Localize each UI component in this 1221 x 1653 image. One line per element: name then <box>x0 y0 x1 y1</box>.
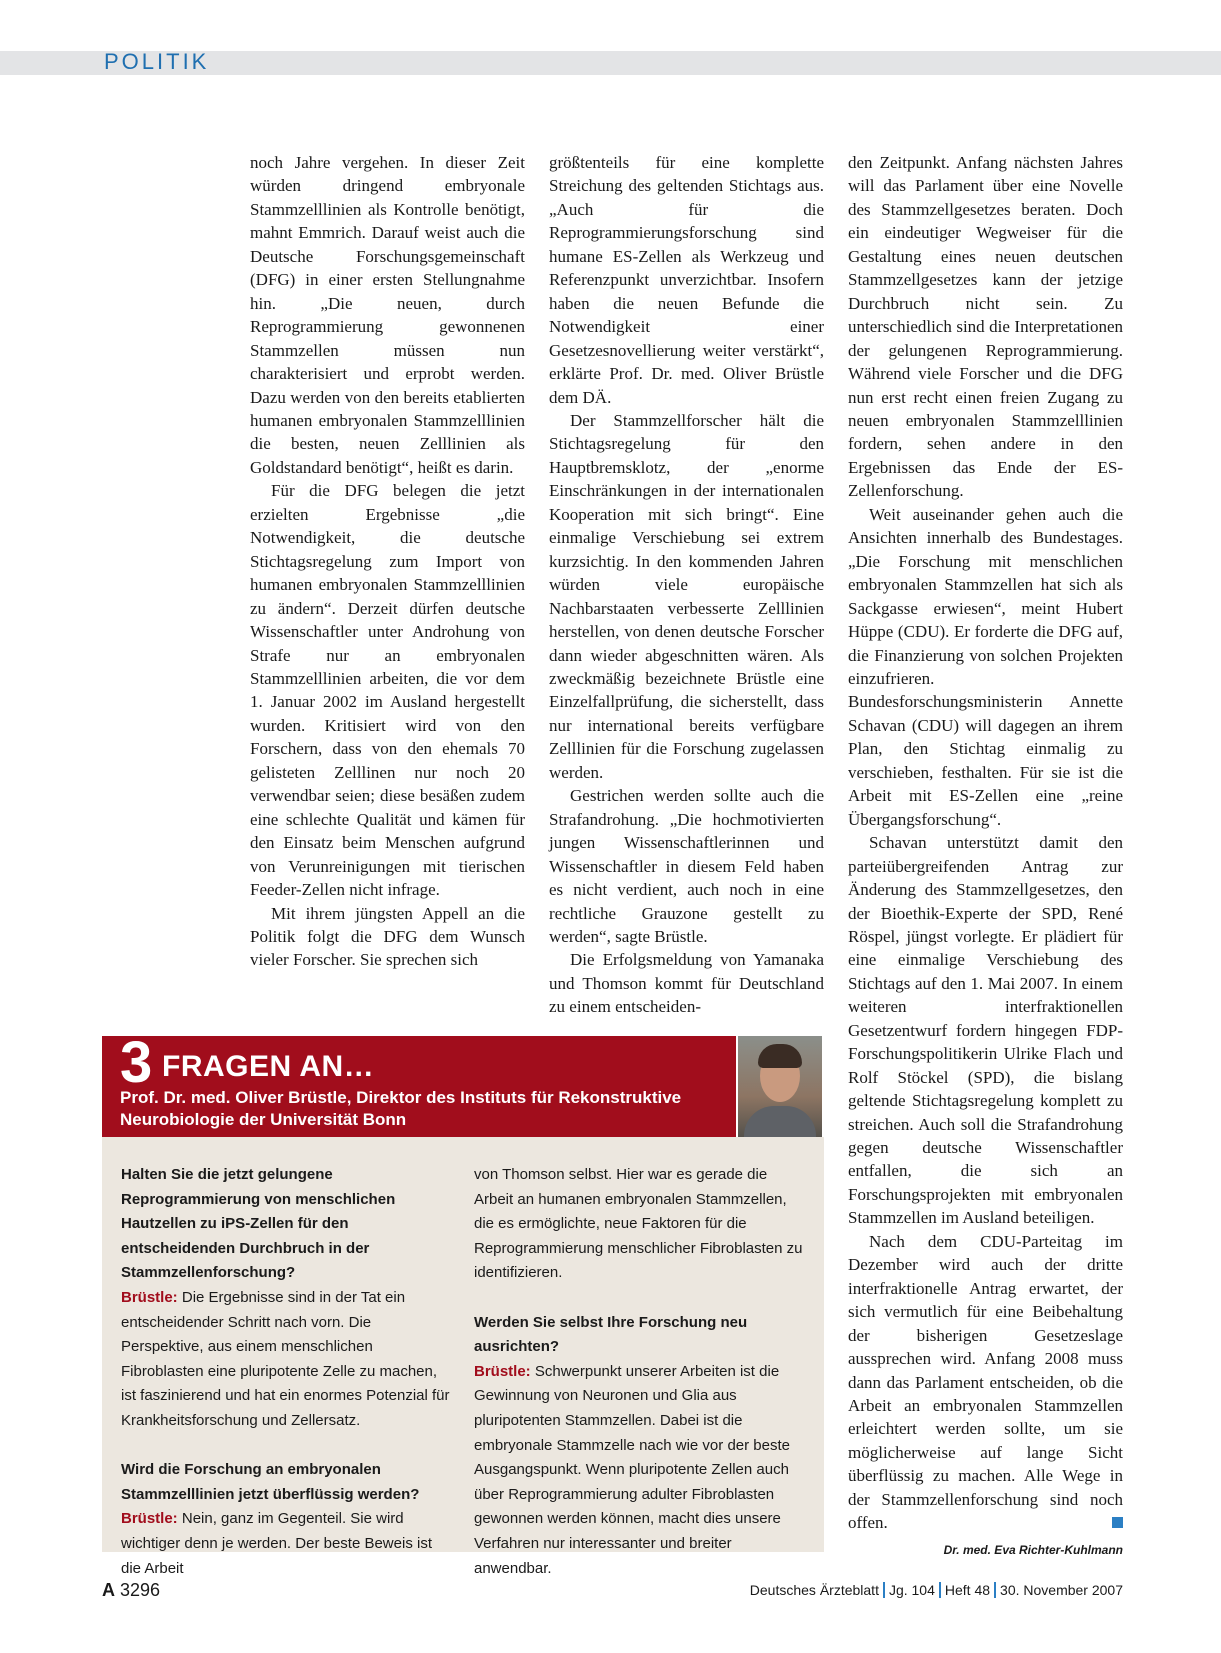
folio-letter: A <box>102 1580 115 1600</box>
interview-column-1 <box>121 1163 454 1581</box>
answer-text: Schwerpunkt unserer Arbeiten ist die Gewinnung von Neuronen und Glia aus pluripotenten Stammzellen. Dabei ist die embryonale Stammzelle nach wie vor der beste Ausgangspunkt. Wenn pluripotente Zellen auch über Reprogrammierung adulter Fibroblasten gewonnen werden können, macht dies unsere Verfahren nur interessanter und breiter anwendbar. <box>474 1362 790 1577</box>
speaker-label: Brüstle: <box>121 1510 178 1528</box>
journal-footer <box>750 1582 1123 1598</box>
portrait-photo <box>738 1036 822 1137</box>
interview-number: 3 <box>120 1030 153 1095</box>
paragraph: Die Erfolgsmeldung von Yamanaka und Thomson kommt für Deutschland zu einem entscheiden- <box>549 950 824 1017</box>
footer-separator <box>883 1582 885 1598</box>
interview-answer <box>121 1286 454 1434</box>
paragraph-last <box>848 1230 1123 1535</box>
folio-number: 3296 <box>120 1580 161 1600</box>
speaker-label: Brüstle: <box>474 1362 531 1380</box>
paragraph: Weit auseinander gehen auch die Ansichten innerhalb des Bundestages. „Die Forschung mit menschlichen embryonalen Stammzellen hat sich als Sackgasse erwiesen“, meint Hubert Hüppe (CDU). Er forderte die DFG auf, die Finanzierung von solchen Projekten einzufrieren. Bundesforschungsministerin Annette Schavan (CDU) will dagegen an ihrem Plan, den Stichtag einmalig zu verschieben, festhalten. Für sie ist die Arbeit mit ES-Zellen eine „reine Übergangsforschung“. <box>848 504 1123 829</box>
interview-question: Wird die Forschung an embryonalen Stammzelllinien jetzt überflüssig werden? <box>121 1461 420 1503</box>
interview-title: FRAGEN AN… <box>162 1050 375 1083</box>
portrait-hair <box>758 1044 802 1068</box>
speaker-label: Brüstle: <box>121 1288 178 1306</box>
interview-answer <box>474 1360 807 1581</box>
paragraph: Gestrichen werden sollte auch die Strafandrohung. „Die hochmotivierten jungen Wissenschaftlerinnen und Wissenschaftler in diesem Feld haben es nicht verdient, auch noch in eine rechtliche Grauzone gestellt zu werden“, sagte Brüstle. <box>549 786 824 946</box>
paragraph: Für die DFG belegen die jetzt erzielten Ergebnisse „die Notwendigkeit, die deutsche Stichtagsregelung zum Import von humanen embryonalen Stammzelllinien zu ändern“. Derzeit dürfen deutsche Wissenschaftler unter Androhung von Strafe nur an embryonalen Stammzelllinien arbeiten, die vor dem 1. Januar 2002 im Ausland hergestellt wurden. Kritisiert wird von den Forschern, dass von den ehemals 70 gelisteten Zelllinen nur noch 20 verwendbar seien; diese besäßen zudem eine schlechte Qualität und kämen für den Einsatz beim Menschen aufgrund von Verunreinigungen mit tierischen Feeder-Zellen nicht infrage. <box>250 481 525 900</box>
interview-column-2 <box>474 1163 807 1581</box>
paragraph: Mit ihrem jüngsten Appell an die Politik folgt die DFG dem Wunsch vieler Forscher. Sie sprechen sich <box>250 903 525 970</box>
journal-issue: Heft 48 <box>944 1582 991 1598</box>
interview-answer <box>121 1507 454 1581</box>
paragraph-text: Nach dem CDU-Parteitag im Dezember wird auch der dritte interfraktionelle Antrag erwartet, der sich vermutlich für eine Beibehaltung der bisherigen Gesetzeslage aussprechen wird. Anfang 2008 muss dann das Parlament entscheiden, ob die Arbeit an embryonalen Stammzellen erleichtert werden sollte, um sie möglicherweise auf lange Sicht überflüssig zu machen. Alle Wege in der Stammzellenforschung sind noch offen. <box>848 1231 1123 1533</box>
section-rubric: POLITIK <box>104 49 210 74</box>
interview-subtitle: Prof. Dr. med. Oliver Brüstle, Direktor des Instituts für Rekonstruktive Neurobiologie der Universität Bonn <box>120 1088 682 1129</box>
paragraph: den Zeitpunkt. Anfang nächsten Jahres will das Parlament über eine Novelle des Stammzellgesetzes beraten. Doch ein eindeutiger Wegweiser für die Gestaltung eines neuen deutschen Stammzellgesetzes kann der jetzige Durchbruch nicht sein. Zu unterschiedlich sind die Interpretationen der gelungenen Reprogrammierung. Während viele Forscher und die DFG nun erst recht einen freien Zugang zu neuen embryonalen Stammzelllinien fordern, sehen andere in den Ergebnissen das Ende der ES-Zellenforschung. <box>848 153 1123 501</box>
portrait-shirt <box>744 1106 816 1137</box>
footer-separator <box>939 1582 941 1598</box>
article-column-3 <box>848 151 1123 1562</box>
interview-question: Halten Sie die jetzt gelungene Reprogrammierung von menschlichen Hautzellen zu iPS-Zellen für den entscheidenden Durchbruch in der Stammzellenforschung? <box>121 1166 396 1282</box>
article-column-2 <box>549 151 824 1019</box>
end-mark-icon <box>1112 1517 1123 1528</box>
journal-volume: Jg. 104 <box>888 1582 935 1598</box>
footer-separator <box>994 1582 996 1598</box>
page-number <box>102 1580 160 1601</box>
answer-text: Die Ergebnisse sind in der Tat ein entscheidender Schritt nach vorn. Die Perspektive, aus einem menschlichen Fibroblasten eine pluripotente Zelle zu machen, ist faszinierend und hat ein enormes Potenzial für Krankheitsforschung und Zellersatz. <box>121 1288 450 1429</box>
interview-answer-continued: von Thomson selbst. Hier war es gerade die Arbeit an humanen embryonalen Stammzellen, die es ermöglichte, neue Faktoren für die Reprogrammierung menschlicher Fibroblasten zu identifizieren. <box>474 1166 803 1282</box>
interview-question: Werden Sie selbst Ihre Forschung neu ausrichten? <box>474 1313 748 1356</box>
author-byline: Dr. med. Eva Richter-Kuhlmann <box>943 1542 1123 1557</box>
article-column-1 <box>250 151 525 972</box>
journal-date: 30. November 2007 <box>1000 1582 1123 1598</box>
paragraph: noch Jahre vergehen. In dieser Zeit würden dringend embryonale Stammzelllinien als Kontrolle benötigt, mahnt Emmrich. Darauf weist auch die Deutsche Forschungsgemeinschaft (DFG) in einer ersten Stellungnahme hin. „Die neuen, durch Reprogrammierung gewonnenen Stammzellen müssen nun charakterisiert und erprobt werden. Dazu werden von den bereits etablierten humanen embryonalen Stammzelllinien die besten, neuen Zelllinien als Goldstandard benötigt“, heißt es darin. <box>250 153 525 477</box>
paragraph: größtenteils für eine komplette Streichung des geltenden Stichtags aus. „Auch für die Reprogrammierungsforschung sind humane ES-Zellen als Werkzeug und Referenzpunkt unverzichtbar. Insofern haben die neuen Befunde die Notwendigkeit einer Gesetzesnovellierung weiter verstärkt“, erklärte Prof. Dr. med. Oliver Brüstle dem DÄ. <box>549 153 824 407</box>
answer-text: Nein, ganz im Gegenteil. Sie wird wichtiger denn je werden. Der beste Beweis ist die Arbeit <box>121 1510 432 1577</box>
interview-box-body <box>102 1137 824 1577</box>
interview-box-header <box>102 1030 736 1137</box>
paragraph: Der Stammzellforscher hält die Stichtagsregelung für den Hauptbremsklotz, der „enorme Einschränkungen in der internationalen Kooperation mit sich bringt“. Eine einmalige Verschiebung sei extrem kurzsichtig. In den kommenden Jahren würden viele europäische Nachbarstaaten verbesserte Zelllinien herstellen, von denen deutsche Forscher dann wieder abgeschnitten wären. Als zweckmäßig bezeichnete Brüstle eine Einzelfallprüfung, die sicherstellt, dass nur international bereits verfügbare Zelllinien für die Forschung zugelassen werden. <box>549 410 824 782</box>
paragraph: Schavan unterstützt damit den parteiübergreifenden Antrag zur Änderung des Stammzellgesetzes, den der Bioethik-Experte der SPD, René Röspel, jüngst vorlegte. Er plädiert für eine einmalige Verschiebung des Stichtags auf den 1. Mai 2007. In einem weiteren interfraktionellen Gesetzentwurf fordern hingegen FDP-Forschungspolitikerin Ulrike Flach und Rolf Stöckel (SPD), die bislang geltende Stichtagsregelung komplett zu streichen. Auch soll die Strafandrohung gegen deutsche Wissenschaftler entfallen, die sich an Forschungsprojekten mit embryonalen Stammzellen im Ausland beteiligen. <box>848 833 1123 1228</box>
journal-name: Deutsches Ärzteblatt <box>749 1582 879 1598</box>
